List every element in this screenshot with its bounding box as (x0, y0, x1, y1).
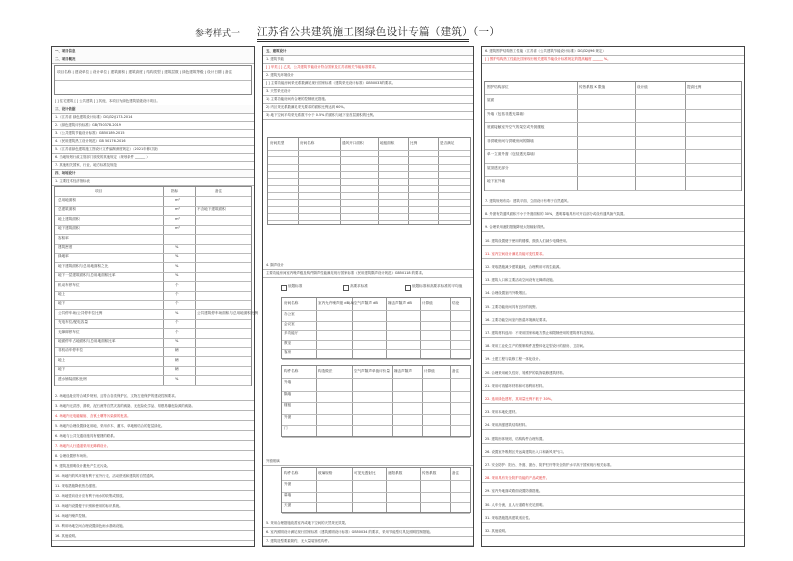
table-head-cell: 房间名称 (284, 301, 299, 305)
table-head-cell: 传热系数 (422, 471, 437, 475)
envelope-head-cell: 传热系数 K 限值 (579, 85, 606, 89)
design-item: 12. 采取措施减少建筑能耗，合理利用可再生能源。 (482, 263, 744, 272)
tech-row-name: 地下一层建筑面积与总用地面积比率 (58, 273, 116, 278)
design-item: 13. 建筑入口和主要活动空间设有无障碍设施。 (482, 276, 744, 285)
daylight-item: 1) 主要功能房间有合理的控制眩光措施。 (263, 95, 473, 104)
reference-item: 2.《绿色建筑评价标准》GB/T50378-2019 (52, 121, 254, 130)
tech-row-name: 总建筑面积 (58, 207, 76, 212)
design-item: 23. 采用本地化建材。 (482, 408, 744, 417)
tech-row-name: 地下 (58, 301, 66, 306)
tech-row-name: 充电车位/配电容量 (58, 320, 88, 325)
design-item: 26. 设置室外吸烟区并远离建筑出入口和新风采气口。 (482, 448, 744, 457)
light-title: 2. 建筑光环境设计 (263, 71, 473, 80)
tech-row-name: 绿地率 (58, 254, 69, 259)
tech-row-unit: % (175, 339, 179, 343)
design-item: 25. 建筑形体规则，结构构件合理布置。 (482, 435, 744, 444)
daylight-item: 3) 地下空间平均采光系数不小于 0.5% 的面积与地下室首层面积的比例。 (263, 111, 473, 120)
reference-item: 5.《江苏省绿色建筑施工图设计文件编制深度规定》（2021年修订版） (52, 145, 254, 154)
tech-row-unit: 个 (175, 329, 179, 334)
tech-row-name: 地下建筑面积与总用地面积之比 (58, 263, 109, 268)
site-item: 5. 场地内合理设置绿化用地，采用乔木、灌木、草地相结合的复层绿化。 (52, 422, 254, 431)
tech-row-note: 公共建筑停车场面积与总用地面积比例 (197, 310, 259, 315)
vent-head-cell: 通风开口面积 (342, 141, 364, 145)
column-1 (51, 46, 259, 547)
table-head-cell: 空气声隔声单值评价量 (354, 369, 390, 373)
tech-row-unit: 辆 (175, 367, 179, 372)
glass-table (281, 467, 471, 513)
option-checkbox[interactable] (343, 285, 349, 291)
site-item: 15. 利用场地空间合理设置绿色雨水基础设施。 (52, 522, 254, 531)
table-row-label: 门 (284, 426, 288, 431)
tech-row-unit: 个 (175, 320, 179, 325)
tech-row-unit: 个 (175, 301, 179, 306)
tech-row-unit: 辆 (175, 357, 179, 362)
table-row-label: 隔墙 (284, 391, 292, 396)
energy-text: [ ] 甲类 [ ] 乙类，公共建筑节能设计符合国家及江苏省相关节能标准要求。 (263, 63, 473, 72)
design-item: 16. 主要功能空间室内热湿环境满足要求。 (482, 316, 744, 325)
table-head-cell: 结论 (452, 301, 460, 305)
design-item: 7. 建筑规划布局：建筑平面、立面设计有利于自然通风。 (482, 197, 744, 206)
design-item: 10. 建筑设置便于使用的楼梯，鼓励人们减少电梯使用。 (482, 237, 744, 246)
envelope-head-cell: 提高比例 (687, 85, 702, 89)
sound-insulation-table (281, 365, 471, 437)
site-item: 14. 场地内噪声控制。 (52, 512, 254, 521)
envelope-row-label: 地下室外墙 (487, 179, 505, 183)
site-item: 16. 其他说明。 (52, 532, 254, 541)
tech-row-unit: 辆 (175, 348, 179, 353)
table-row-label: 外墙 (284, 380, 292, 384)
site-item: 13. 场地内设置便于识别和使用的标识系统。 (52, 502, 254, 511)
envelope-head-cell: 设计值 (637, 85, 648, 89)
tech-head-item: 项目 (95, 189, 103, 193)
site-item: 7. 场地内人行通道采用无障碍设计。 (52, 442, 254, 451)
page-title: 江苏省公共建筑施工图绿色设计专篇（建筑）（一） (257, 26, 501, 38)
site-item: 11. 采取措施降低热岛强度。 (52, 482, 254, 491)
building-note: 5. 采用合理措施改善室内或地下空间的天然采光效果。 (263, 519, 473, 528)
reference-item: 7. 其他相关国家、行业、地方标准及规范 (52, 161, 254, 170)
noise-options (281, 283, 471, 293)
tech-row-unit: 个 (175, 292, 179, 296)
table-row-label: 外窗 (284, 414, 292, 419)
overview-table (54, 65, 252, 95)
tech-row-unit: % (175, 273, 179, 278)
tech-row-unit: m² (175, 207, 180, 212)
table-head-cell: 构造做法 (318, 369, 333, 373)
table-head-cell: 构件名称 (284, 369, 299, 373)
site-item: 9. 建筑及照明设计避免产生光污染。 (52, 462, 254, 471)
section-site: 四、场地设计 (52, 169, 254, 178)
table-row-label: 办公室 (284, 312, 295, 316)
table-row-label: 会议室 (284, 321, 295, 326)
table-head-cell: 撞击声隔声 dB (388, 301, 412, 305)
design-item: 14. 合理设置室内外吸烟区。 (482, 289, 744, 298)
section-overview: 二、项目概况 (52, 55, 254, 64)
design-item: 27. 安全防护：阳台、外窗、窗台、防护栏杆等安全防护水平高于国家现行相关标准。 (482, 461, 744, 470)
table-row-label: 天窗 (284, 503, 292, 508)
table-head-cell: 空气声隔声 dB (354, 301, 378, 305)
tech-row-unit: 个 (175, 282, 179, 287)
site-item: 2. 场地选址应符合城乡规划，且符合各类保护区、文物古迹保护的建设控制要求。 (52, 392, 254, 401)
option-label: 高要求标准 (350, 284, 368, 288)
tech-row-unit: m² (175, 216, 180, 221)
table-row-label: 多功能厅 (284, 331, 299, 336)
table-row-label: 教室 (284, 340, 292, 345)
vent-head-cell: 是否满足 (440, 141, 455, 145)
tech-row-name: 透水铺装面积比例 (58, 376, 87, 381)
reference-item: 4.《民用建筑热工设计规范》GB 50176-2016 (52, 137, 254, 146)
sample-label: 参考样式一 (195, 29, 241, 39)
vent-head-cell: 房间类型 (270, 141, 285, 145)
table-head-cell: 撞击声隔声 (394, 369, 412, 373)
building-note: 7. 建筑造型要素简约，无大量装饰性构件。 (263, 537, 473, 546)
tech-row-name: 地上建筑面积 (58, 216, 80, 221)
tech-row-note: 不含地下建筑面积 (197, 207, 226, 212)
design-item: 19. 土建工程与装修工程一体化设计。 (482, 355, 744, 364)
table-row-label: 外窗 (284, 482, 292, 486)
daylight-item: 2) 内区采光系数满足采光要求的面积比例达到 60%。 (263, 103, 473, 112)
site-item: 12. 场地竖向设计应有利于雨水的收集或排放。 (52, 492, 254, 501)
envelope-text: [ ] 围护结构热工性能比国家现行相关建筑节能设计标准规定的提高幅度 ______ %。 (482, 55, 744, 64)
design-item: 21. 采用可再循环材料和可再利用材料。 (482, 382, 744, 391)
design-item: 18. 采用工业化生产的预制构件及整体化定型设计的厨房、卫浴间。 (482, 342, 744, 351)
table-head-cell: 玻璃规格 (318, 471, 333, 475)
tech-row-unit: % (175, 376, 179, 381)
option-checkbox[interactable] (281, 285, 287, 291)
glass-caption: 外窗玻璃 (263, 457, 473, 466)
tech-row-name: 公共停车场/公共停车位比例 (58, 310, 103, 315)
noise-table (281, 297, 471, 359)
tech-row-unit: % (175, 254, 179, 259)
option-label: 低限标准 (288, 284, 303, 288)
design-item: 29. 室内外地面或路面设置防滑措施。 (482, 487, 744, 496)
envelope-row-label: 屋顶透光部分 (487, 165, 509, 170)
table-row-label: 幕墙 (284, 492, 292, 497)
option-label: 低限标准和高要求标准的平均值 (412, 284, 463, 288)
tech-row-name: 地面停车占地面积与总用地面积比率 (58, 339, 116, 343)
envelope-row-label: 非供暖房间与供暖房间的隔墙 (487, 138, 534, 143)
design-item: 11. 室内空间设计满足功能可变性要求。 (482, 250, 744, 259)
overview-table-head: 项目名称 | 建设单位 | 设计单位 | 建筑面积 | 建筑高度 | 结构类型 | 建筑层数 | 绿色建筑等级 | 设计日期 | 备注 (57, 70, 233, 74)
tech-head-note: 备注 (215, 189, 223, 193)
envelope-row-label: 底面接触室外空气的架空或外挑楼板 (487, 125, 545, 129)
ventilation-table (267, 137, 471, 225)
design-item: 28. 采用具有安全防护功能的产品或配件。 (482, 474, 744, 483)
table-head-cell: 可见光透射比 (354, 471, 376, 475)
tech-row-unit: % (175, 263, 179, 268)
tech-row-unit: % (175, 310, 179, 315)
option-checkbox[interactable] (405, 285, 411, 291)
envelope-row-label: 单一立面外窗（包括透光幕墙） (487, 152, 538, 156)
tech-row-name: 建筑密度 (58, 245, 73, 249)
daylight-title: 3. 天然采光设计 (263, 87, 473, 96)
project-note: [ ] 住宅建筑 [ ] 公共建筑 [ ] 其他，本项目为绿色建筑星级设计项目。 (52, 97, 254, 106)
tech-row-unit: % (175, 245, 179, 249)
tech-row-name: 机动车停车位 (58, 282, 80, 287)
reference-item: 6. 当地规划行政主管部门颁发的其他规定（规划条件 ______ ） (52, 153, 254, 162)
design-item: 22. 选用绿色建材，其用量比例不低于 30%。 (482, 395, 744, 404)
building-note: 6. 室内照明设计满足现行国家标准《建筑照明设计标准》GB50034 的要求，采用节能型灯具及照明控制措施。 (263, 528, 473, 537)
envelope-head-cell: 围护结构部位 (487, 85, 509, 89)
design-item: 31. 采取措施提高建筑适应性。 (482, 514, 744, 523)
energy-title: 1. 建筑节能 (263, 55, 473, 64)
table-head-cell: 备注 (452, 369, 460, 373)
title-underline (257, 39, 469, 40)
table-head-cell: 备注 (452, 471, 460, 475)
column-2 (262, 46, 474, 547)
table-head-cell: 构件名称 (284, 471, 299, 475)
table-head-cell: 计算值 (424, 369, 435, 373)
tech-row-name: 容积率 (58, 235, 69, 240)
acoustic-title: 4. 隔声设计 (263, 261, 473, 270)
column-3 (481, 46, 745, 547)
section-basis: 三、设计依据 (52, 105, 254, 114)
design-item: 17. 建筑材料选用：不采用国家和地方禁止和限制使用的建筑材料及制品。 (482, 329, 744, 338)
tech-row-name: 地下 (58, 367, 66, 372)
site-item: 6. 场地与公共交通设施具有便捷的联系。 (52, 432, 254, 441)
tech-table (54, 186, 259, 386)
table-row-label: 楼板 (284, 403, 292, 408)
tech-table-caption: 1. 主要技术经济指标表 (52, 177, 254, 186)
site-item: 10. 场地内的风环境有利于室外行走、活动舒适和建筑的自然通风。 (52, 472, 254, 481)
design-item: 9. 合理采用遮阳措施降低太阳辐射得热。 (482, 223, 744, 232)
table-head-cell: 计算值 (422, 301, 433, 305)
envelope-title: 6. 建筑围护结构热工性能（江苏省《公共建筑节能设计标准》DGJ32/J96 规定） (482, 47, 744, 56)
acoustic-text: 主要功能房间室内噪声级及构件隔声性能满足现行国家标准《民用建筑隔声设计规范》GB50118 的要求。 (263, 269, 473, 278)
table-row-label: 客房 (284, 350, 292, 355)
design-item: 24. 采用高强建筑结构材料。 (482, 421, 744, 430)
vent-head-cell: 比例 (410, 141, 418, 145)
site-item: 8. 合理设置停车场所。 (52, 452, 254, 461)
table-head-cell: 室内允许噪声级 dB(A) (318, 301, 355, 305)
vent-head-cell: 房间名称 (300, 141, 315, 145)
vent-head-cell: 地板面积 (380, 141, 395, 145)
design-item: 30. 人车分流，且人行道路有充足照明。 (482, 501, 744, 510)
reference-item: 1.《江苏省 绿色建筑设计标准》DGJ32/J173-2014 (52, 113, 254, 122)
title-underline-2 (257, 41, 469, 42)
design-item: 15. 主要功能房间具有良好的视野。 (482, 303, 744, 312)
design-item: 32. 其他说明。 (482, 527, 744, 536)
tech-row-name: 非机动车停车位 (58, 348, 84, 353)
site-item: 4. 场地内无电磁辐射、含氡土壤等污染源的危害。 (52, 412, 254, 421)
tech-row-name: 总用地面积 (58, 198, 76, 202)
tech-row-unit: m² (175, 198, 180, 202)
section-project-info: 一、项目信息 (52, 47, 254, 56)
tech-row-name: 无障碍停车位 (58, 329, 80, 334)
envelope-row-label: 屋面 (487, 98, 495, 102)
design-item: 8. 外窗有效通风面积不小于外窗面积的 30%，透明幕墙具有可开启部分或设有通风换气装置。 (482, 210, 744, 219)
envelope-row-label: 外墙（包括非透光幕墙） (487, 111, 527, 116)
light-text: [ ] 主要功能房间采光系数满足现行国家标准《建筑采光设计标准》GB50033的要求。 (263, 79, 473, 88)
envelope-table (484, 81, 742, 191)
design-item: 20. 合理采用耐久性好、易维护的装饰装修建筑材料。 (482, 369, 744, 378)
section-building: 五、建筑设计 (263, 47, 473, 56)
tech-head-unit: 指标 (171, 189, 179, 193)
tech-row-name: 地下建筑面积 (58, 226, 80, 231)
table-head-cell: 遮阳系数 (388, 471, 403, 475)
tech-row-unit: m² (175, 226, 180, 231)
tech-row-name: 地上 (58, 357, 66, 362)
tech-row-name: 地上 (58, 292, 66, 296)
reference-item: 3.《公共建筑节能设计标准》GB50189-2015 (52, 129, 254, 138)
site-item: 3. 场地内无洪涝、滑坡、泥石流等自然灾害的威胁，无危险化学品、易燃易爆危险源的威胁。 (52, 402, 254, 411)
